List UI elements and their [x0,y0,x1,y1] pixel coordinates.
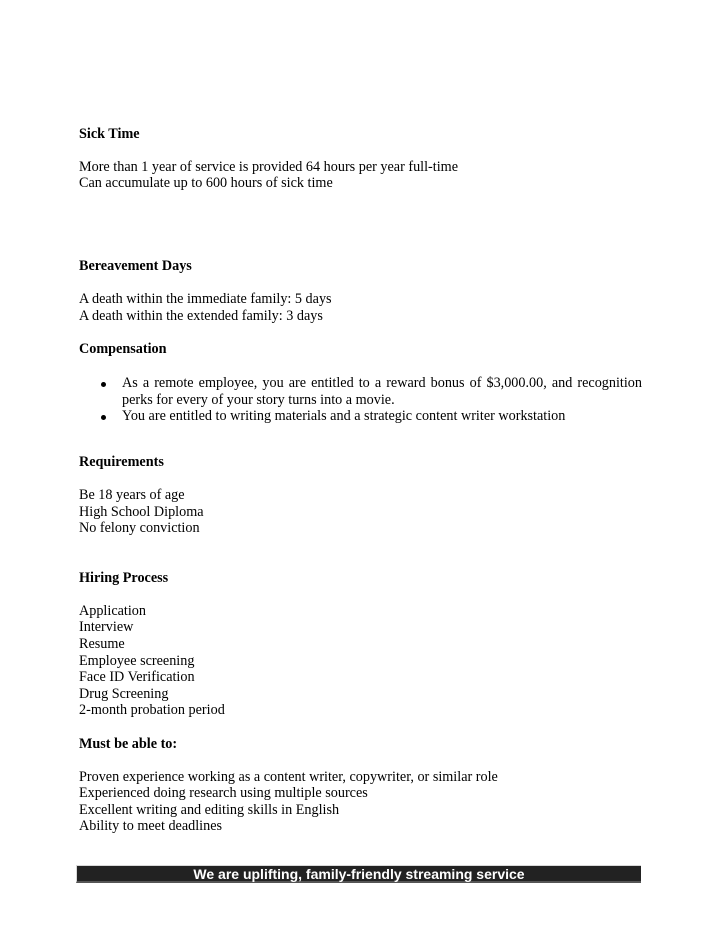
hiring-process-step: Employee screening [79,653,195,669]
hiring-process-step: 2-month probation period [79,702,225,718]
sick-time-line: Can accumulate up to 600 hours of sick time [79,175,333,191]
footer-banner-text: We are uplifting, family-friendly streaming service [193,865,525,882]
bereavement-heading: Bereavement Days [79,258,192,274]
requirements-line: No felony conviction [79,520,200,536]
requirements-heading: Requirements [79,454,164,470]
compensation-bullet-text: As a remote employee, you are entitled to a reward bonus of $3,000.00, and recognition perks for every of your story turns into a movie. [122,375,642,408]
must-be-able-to-heading: Must be able to: [79,736,178,752]
compensation-bullet [79,408,642,425]
hiring-process-heading: Hiring Process [79,570,169,586]
skill-line: Proven experience working as a content writer, copywriter, or similar role [79,769,498,785]
skill-line: Excellent writing and editing skills in English [79,802,340,818]
sick-time-line: More than 1 year of service is provided 64 hours per year full-time [79,159,458,175]
compensation-bullet [79,375,642,408]
requirements-line: Be 18 years of age [79,487,185,503]
hiring-process-step: Drug Screening [79,686,169,702]
sick-time-heading: Sick Time [79,126,140,142]
bereavement-line: A death within the extended family: 3 days [79,308,323,324]
hiring-process-step: Resume [79,636,125,652]
compensation-bullet-text: You are entitled to writing materials and a strategic content writer workstation [122,408,566,424]
compensation-bullet-list [79,375,642,425]
hiring-process-step: Face ID Verification [79,669,195,685]
footer-banner [76,865,641,883]
bullet-icon [101,382,106,387]
compensation-heading: Compensation [79,341,167,357]
skill-line: Experienced doing research using multiple sources [79,785,368,801]
requirements-line: High School Diploma [79,504,204,520]
bullet-icon [101,415,106,420]
hiring-process-step: Application [79,603,146,619]
bereavement-line: A death within the immediate family: 5 days [79,291,332,307]
hiring-process-step: Interview [79,619,134,635]
skill-line: Ability to meet deadlines [79,818,223,834]
